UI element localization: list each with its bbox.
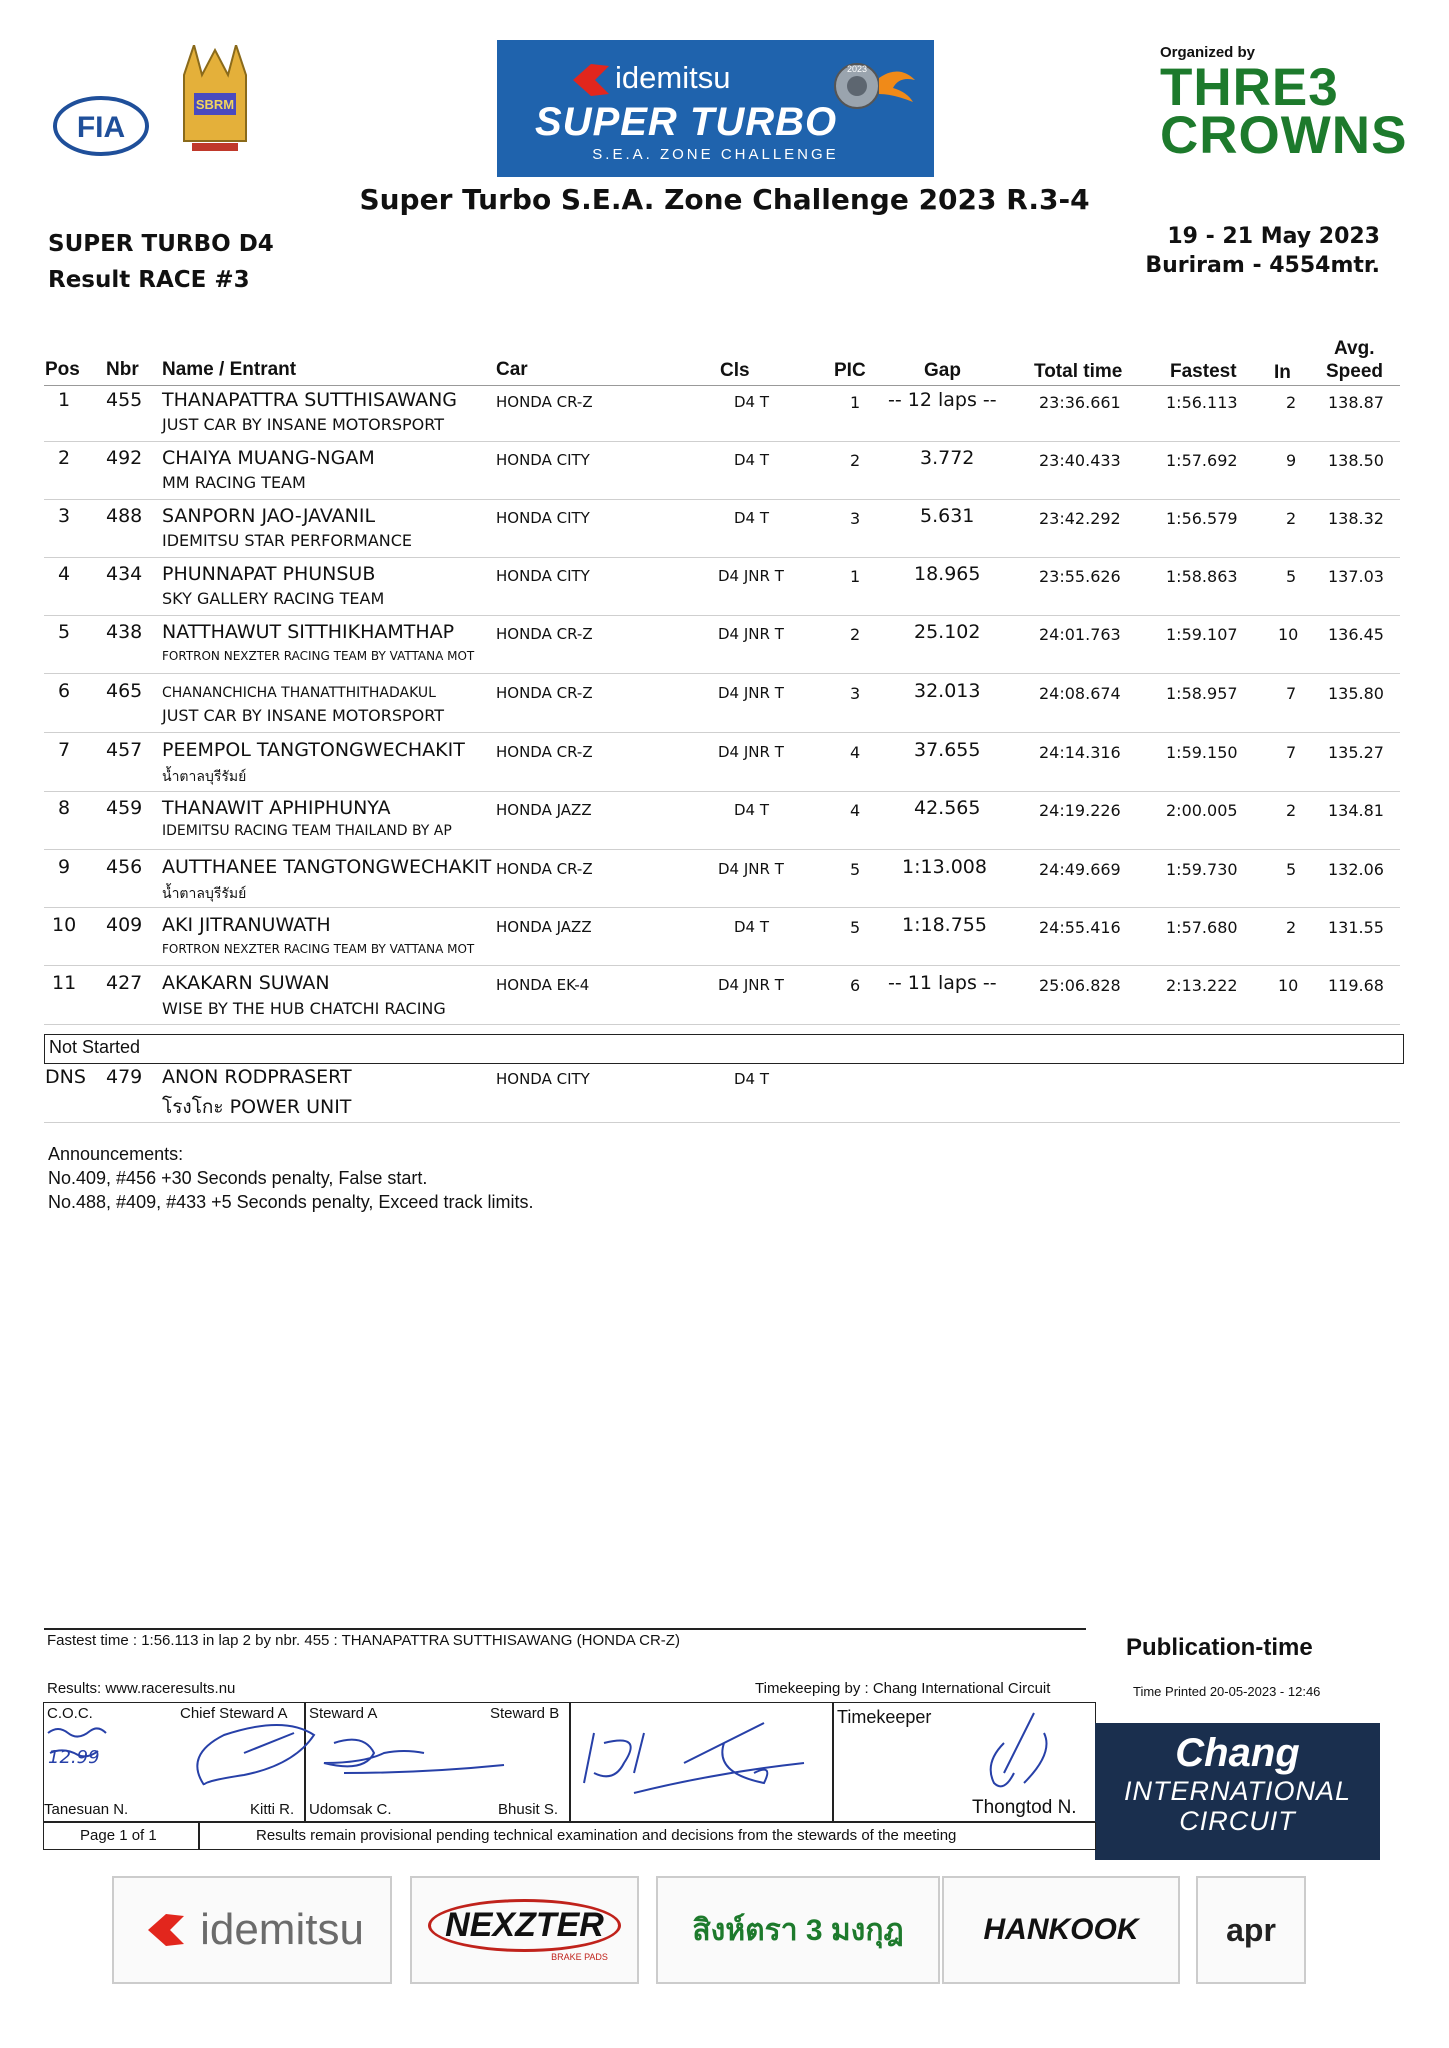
row-divider (44, 791, 1400, 792)
event-banner (497, 40, 934, 177)
row-car: HONDA CR-Z (496, 625, 593, 643)
row-divider (44, 732, 1400, 733)
row-pos: 6 (58, 680, 71, 702)
row-cls: D4 T (734, 801, 770, 819)
row-speed: 134.81 (1328, 801, 1384, 820)
row-name: THANAWIT APHIPHUNYA (162, 797, 391, 819)
sponsor-nexzter (410, 1876, 639, 1984)
sponsor-nexzter-sub: BRAKE PADS (551, 1951, 608, 1962)
organizer-line2: CROWNS (1160, 106, 1408, 165)
provisional-note: Results remain provisional pending technical examination and decisions from the stewards of the meeting (256, 1827, 957, 1844)
sponsor-apr (1196, 1876, 1306, 1984)
not-started-label: Not Started (49, 1037, 141, 1057)
row-in: 2 (1286, 509, 1297, 528)
row-speed: 136.45 (1328, 625, 1384, 644)
steward-b-label: Steward B (490, 1705, 560, 1722)
row-pic: 4 (850, 801, 861, 820)
col-fastest: Fastest (1170, 361, 1237, 382)
steward-a-name: Udomsak C. (309, 1801, 392, 1818)
row-pos: 1 (58, 389, 71, 411)
row-in: 2 (1286, 801, 1297, 820)
col-car: Car (496, 359, 528, 380)
row-total: 24:01.763 (1039, 625, 1121, 644)
row-nbr: 457 (106, 739, 143, 761)
row-nbr: 492 (106, 447, 143, 469)
row-gap: 42.565 (914, 797, 981, 819)
row-entrant: WISE BY THE HUB CHATCHI RACING (162, 999, 446, 1018)
row-entrant: โรงโกะ POWER UNIT (162, 1096, 352, 1118)
row-car: HONDA CITY (496, 1070, 590, 1088)
row-gap: 32.013 (914, 680, 981, 702)
row-total: 23:55.626 (1039, 567, 1121, 586)
row-nbr: 438 (106, 621, 143, 643)
row-total: 24:55.416 (1039, 918, 1121, 937)
row-nbr: 409 (106, 914, 143, 936)
row-gap: -- 11 laps -- (888, 972, 997, 994)
event-title: Super Turbo S.E.A. Zone Challenge 2023 R.3-4 (359, 183, 1090, 216)
organized-by-label: Organized by (1160, 44, 1256, 61)
row-car: HONDA CR-Z (496, 393, 593, 411)
row-entrant: น้ำตาลบุรีรัมย์ (162, 769, 247, 785)
row-cls: D4 T (734, 451, 770, 469)
timekeeper-label: Timekeeper (837, 1707, 932, 1727)
row-divider (44, 557, 1400, 558)
row-fastest: 1:58.863 (1166, 567, 1238, 586)
row-entrant: FORTRON NEXZTER RACING TEAM BY VATTANA MOT (162, 942, 475, 956)
row-car: HONDA CITY (496, 509, 590, 527)
col-name: Name / Entrant (162, 359, 297, 380)
row-cls: D4 JNR T (718, 860, 784, 878)
row-entrant: MM RACING TEAM (162, 473, 306, 492)
row-entrant: JUST CAR BY INSANE MOTORSPORT (162, 706, 444, 725)
date-venue-block (1100, 222, 1380, 280)
row-fastest: 1:56.113 (1166, 393, 1238, 412)
sponsor-hankook (942, 1876, 1180, 1984)
row-cls: D4 JNR T (718, 625, 784, 643)
chang-circuit-logo (1095, 1723, 1380, 1860)
row-pic: 3 (850, 509, 861, 528)
row-pos: 4 (58, 563, 71, 585)
row-speed: 135.27 (1328, 743, 1384, 762)
idemitsu-flame-icon (569, 58, 613, 102)
row-car: HONDA CR-Z (496, 860, 593, 878)
sponsor-apr-text: apr (1226, 1911, 1276, 1948)
row-fastest: 1:59.150 (1166, 743, 1238, 762)
row-fastest: 1:57.692 (1166, 451, 1238, 470)
row-fastest: 1:59.730 (1166, 860, 1238, 879)
row-pos: 8 (58, 797, 71, 819)
row-pos: 9 (58, 856, 71, 878)
publication-time-title: Publication-time (1126, 1634, 1313, 1661)
chief-steward-label: Chief Steward A (180, 1705, 288, 1722)
row-entrant: น้ำตาลบุรีรัมย์ (162, 886, 247, 902)
chang-line3: CIRCUIT (1179, 1806, 1296, 1836)
row-name: AKAKARN SUWAN (162, 972, 330, 994)
announcements (48, 1142, 533, 1214)
row-pic: 1 (850, 567, 861, 586)
row-divider (44, 441, 1400, 442)
row-speed: 135.80 (1328, 684, 1384, 703)
row-entrant: JUST CAR BY INSANE MOTORSPORT (162, 415, 444, 434)
row-gap: 1:18.755 (902, 914, 987, 936)
results-url: Results: www.raceresults.nu (47, 1680, 236, 1697)
col-in: In (1274, 362, 1291, 383)
row-speed: 138.50 (1328, 451, 1384, 470)
svg-text:FIA: FIA (76, 111, 126, 144)
row-speed: 138.87 (1328, 393, 1384, 412)
row-total: 24:49.669 (1039, 860, 1121, 879)
row-in: 10 (1278, 976, 1299, 995)
chang-line2: INTERNATIONAL (1123, 1776, 1352, 1806)
row-fastest: 1:58.957 (1166, 684, 1238, 703)
turbo-icon (827, 58, 917, 113)
timekeeper-name: Thongtod N. (972, 1797, 1077, 1818)
announcement-line: No.409, #456 +30 Seconds penalty, False start. (48, 1168, 428, 1188)
fia-logo (52, 95, 150, 157)
row-cls: D4 JNR T (718, 567, 784, 585)
sponsor-idemitsu-text: idemitsu (200, 1905, 364, 1954)
row-pos: 7 (58, 739, 71, 761)
row-divider (44, 673, 1400, 674)
row-pic: 5 (850, 918, 861, 937)
not-started-bar (44, 1034, 1404, 1064)
row-cls: D4 T (734, 918, 770, 936)
row-in: 2 (1286, 393, 1297, 412)
row-divider (44, 499, 1400, 500)
row-nbr: 459 (106, 797, 143, 819)
row-in: 5 (1286, 860, 1297, 879)
row-car: HONDA CR-Z (496, 684, 593, 702)
idemitsu-flame-icon (140, 1908, 192, 1952)
announcements-title: Announcements: (48, 1144, 184, 1164)
row-gap: 25.102 (914, 621, 981, 643)
row-pic: 2 (850, 451, 861, 470)
row-divider (44, 1024, 1400, 1025)
row-fastest: 1:56.579 (1166, 509, 1238, 528)
row-name: NATTHAWUT SITTHIKHAMTHAP (162, 621, 455, 643)
col-speed: Speed (1326, 361, 1384, 382)
row-divider (44, 849, 1400, 850)
banner-title: SUPER TURBO (535, 100, 838, 144)
row-cls: D4 T (734, 509, 770, 527)
row-fastest: 2:00.005 (1166, 801, 1238, 820)
chief-steward-name: Kitti R. (250, 1801, 295, 1818)
row-total: 24:08.674 (1039, 684, 1121, 703)
row-speed: 137.03 (1328, 567, 1384, 586)
row-total: 23:40.433 (1039, 451, 1121, 470)
row-nbr: 427 (106, 972, 143, 994)
row-gap: -- 12 laps -- (888, 389, 997, 411)
col-nbr: Nbr (106, 359, 139, 380)
row-entrant: IDEMITSU STAR PERFORMANCE (162, 531, 413, 550)
row-name: SANPORN JAO-JAVANIL (162, 505, 376, 527)
row-nbr: 455 (106, 389, 143, 411)
row-total: 23:42.292 (1039, 509, 1121, 528)
row-speed: 132.06 (1328, 860, 1384, 879)
row-divider (44, 907, 1400, 908)
row-name: CHANANCHICHA THANATTHITHADAKUL (162, 685, 436, 701)
row-car: HONDA CITY (496, 451, 590, 469)
row-pic: 1 (850, 393, 861, 412)
announcement-line: No.488, #409, #433 +5 Seconds penalty, Exceed track limits. (48, 1192, 534, 1212)
row-pic: 5 (850, 860, 861, 879)
row-nbr: 434 (106, 563, 143, 585)
row-pic: 2 (850, 625, 861, 644)
row-speed: 131.55 (1328, 918, 1384, 937)
sponsor-nexzter-text: NEXZTER (428, 1899, 621, 1952)
result-name: Result RACE #3 (48, 267, 250, 293)
banner-subtitle: S.E.A. ZONE CHALLENGE (592, 146, 839, 163)
timekeeping-label: Timekeeping by : Chang International Circuit (755, 1680, 1051, 1697)
row-pos: 10 (52, 914, 77, 936)
sponsor-hankook-text: HANKOOK (983, 1913, 1139, 1946)
row-cls: D4 T (734, 393, 770, 411)
row-car: HONDA JAZZ (496, 801, 592, 819)
row-in: 2 (1286, 918, 1297, 937)
chang-line1: Chang (1175, 1731, 1300, 1775)
row-name: ANON RODPRASERT (162, 1066, 352, 1088)
row-gap: 3.772 (920, 447, 975, 469)
steward-a-label: Steward A (309, 1705, 378, 1722)
row-fastest: 2:13.222 (1166, 976, 1238, 995)
row-name: THANAPATTRA SUTTHISAWANG (162, 389, 458, 411)
row-nbr: 479 (106, 1066, 143, 1088)
row-in: 10 (1278, 625, 1299, 644)
row-divider (44, 965, 1400, 966)
row-divider (44, 615, 1400, 616)
row-car: HONDA EK-4 (496, 976, 590, 994)
row-nbr: 465 (106, 680, 143, 702)
row-name: AUTTHANEE TANGTONGWECHAKIT (162, 856, 492, 878)
col-cls: Cls (720, 360, 750, 381)
row-nbr: 456 (106, 856, 143, 878)
row-entrant: IDEMITSU RACING TEAM THAILAND BY AP (162, 823, 452, 839)
row-car: HONDA CR-Z (496, 743, 593, 761)
row-name: PHUNNAPAT PHUNSUB (162, 563, 376, 585)
header-divider (44, 385, 1400, 386)
row-fastest: 1:59.107 (1166, 625, 1238, 644)
row-gap: 37.655 (914, 739, 981, 761)
row-pic: 6 (850, 976, 861, 995)
row-car: HONDA JAZZ (496, 918, 592, 936)
coc-name: Tanesuan N. (44, 1801, 129, 1818)
fastest-time-note: Fastest time : 1:56.113 in lap 2 by nbr. 455 : THANAPATTRA SUTTHISAWANG (HONDA CR-Z) (47, 1632, 680, 1649)
row-total: 24:14.316 (1039, 743, 1121, 762)
row-pos: 11 (52, 972, 77, 994)
row-in: 7 (1286, 743, 1297, 762)
organizer-line1: THRE3 (1160, 58, 1339, 117)
row-name: AKI JITRANUWATH (162, 914, 331, 936)
row-total: 24:19.226 (1039, 801, 1121, 820)
class-block (48, 226, 274, 298)
row-name: PEEMPOL TANGTONGWECHAKIT (162, 739, 465, 761)
row-pos: 2 (58, 447, 71, 469)
page-number: Page 1 of 1 (80, 1827, 157, 1844)
row-divider (44, 1122, 1400, 1123)
event-venue: Buriram - 4554mtr. (1145, 253, 1380, 278)
row-nbr: 488 (106, 505, 143, 527)
steward-b-name: Bhusit S. (498, 1801, 559, 1818)
col-avg: Avg. (1334, 338, 1375, 359)
row-in: 7 (1286, 684, 1297, 703)
row-cls: D4 JNR T (718, 743, 784, 761)
class-name: SUPER TURBO D4 (48, 231, 274, 257)
three-crowns-logo (1160, 58, 1408, 165)
banner-brand: idemitsu (615, 60, 731, 95)
row-in: 5 (1286, 567, 1297, 586)
row-gap: 18.965 (914, 563, 981, 585)
svg-text:12.99: 12.99 (48, 1747, 100, 1768)
coc-label: C.O.C. (47, 1705, 93, 1722)
col-total: Total time (1034, 361, 1123, 382)
sponsor-three-crowns (656, 1876, 940, 1984)
row-total: 25:06.828 (1039, 976, 1121, 995)
row-speed: 138.32 (1328, 509, 1384, 528)
row-pic: 3 (850, 684, 861, 703)
row-in: 9 (1286, 451, 1297, 470)
row-pos: 3 (58, 505, 71, 527)
time-printed: Time Printed 20-05-2023 - 12:46 (1133, 1684, 1321, 1699)
row-cls: D4 JNR T (718, 684, 784, 702)
row-gap: 5.631 (920, 505, 975, 527)
row-entrant: SKY GALLERY RACING TEAM (162, 589, 385, 608)
row-pos: 5 (58, 621, 71, 643)
svg-text:SBRM: SBRM (195, 97, 235, 112)
sponsor-three-crowns-text: สิงห์ตรา 3 มงกุฎ (692, 1913, 904, 1947)
row-pos: DNS (45, 1066, 86, 1088)
row-cls: D4 T (734, 1070, 770, 1088)
col-pic: PIC (834, 360, 866, 381)
row-total: 23:36.661 (1039, 393, 1121, 412)
row-name: CHAIYA MUANG-NGAM (162, 447, 375, 469)
sbrm-logo (174, 45, 256, 157)
row-pic: 4 (850, 743, 861, 762)
col-gap: Gap (924, 360, 961, 381)
row-cls: D4 JNR T (718, 976, 784, 994)
col-pos: Pos (45, 359, 80, 380)
row-fastest: 1:57.680 (1166, 918, 1238, 937)
row-speed: 119.68 (1328, 976, 1384, 995)
row-car: HONDA CITY (496, 567, 590, 585)
sponsor-idemitsu (112, 1876, 392, 1984)
svg-text:2023: 2023 (846, 64, 868, 74)
row-gap: 1:13.008 (902, 856, 987, 878)
row-entrant: FORTRON NEXZTER RACING TEAM BY VATTANA MOT (162, 649, 475, 663)
event-dates: 19 - 21 May 2023 (1167, 224, 1380, 249)
